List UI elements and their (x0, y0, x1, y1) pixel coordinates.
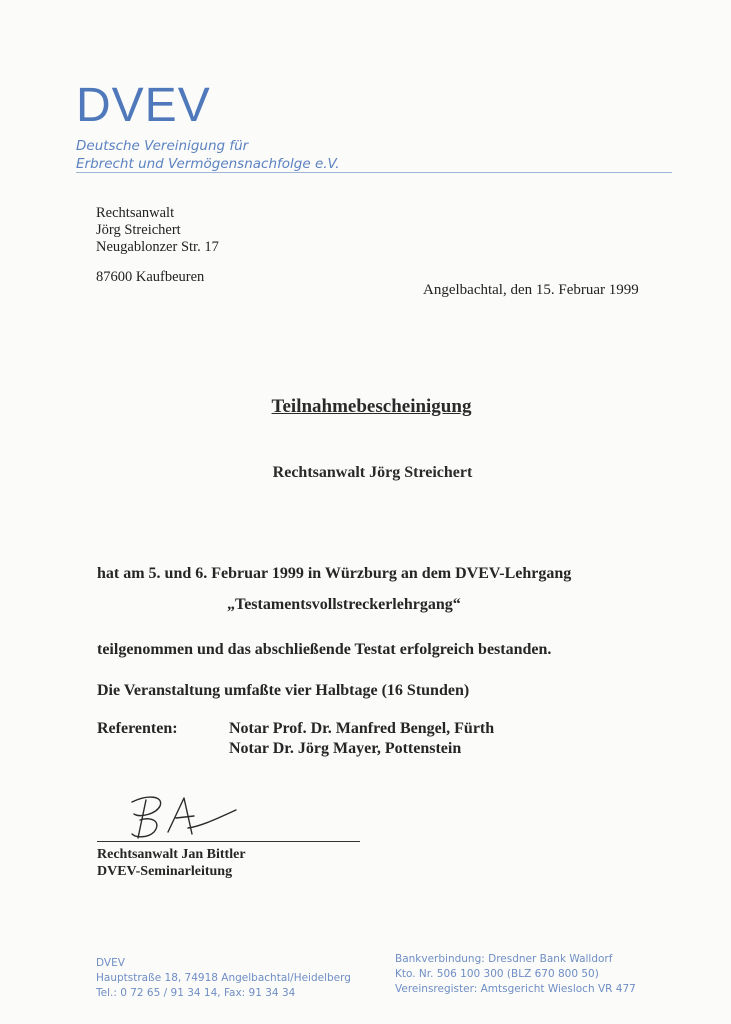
referent-1: Notar Prof. Dr. Manfred Bengel, Fürth (229, 720, 495, 737)
signer-name: Rechtsanwalt Jan Bittler (97, 847, 246, 862)
dvev-logo: DVEV (76, 79, 211, 132)
completion-statement: teilgenommen und das abschließende Testat erfolgreich bestanden. (97, 641, 552, 658)
footer-bank: Bankverbindung: Dresdner Bank Walldorf (395, 953, 613, 965)
course-name: „Testamentsvollstreckerlehrgang“ (227, 596, 461, 613)
footer-register: Vereinsregister: Amtsgericht Wiesloch VR 477 (395, 983, 636, 995)
signature-line (97, 841, 360, 842)
address-city: 87600 Kaufbeuren (96, 269, 205, 285)
footer-account: Kto. Nr. 506 100 300 (BLZ 670 800 50) (395, 968, 599, 980)
footer-address: Hauptstraße 18, 74918 Angelbachtal/Heidelberg (96, 972, 351, 984)
referents-label: Referenten: (97, 720, 178, 737)
address-street: Neugablonzer Str. 17 (96, 239, 219, 255)
footer-org: DVEV (96, 957, 125, 969)
certificate-recipient: Rechtsanwalt Jörg Streichert (272, 464, 473, 481)
address-title: Rechtsanwalt (96, 205, 175, 221)
document-title: Teilnahmebescheinigung (271, 396, 472, 417)
footer-phone: Tel.: 0 72 65 / 91 34 14, Fax: 91 34 34 (96, 987, 296, 999)
duration-statement: Die Veranstaltung umfaßte vier Halbtage (16 Stunden) (97, 682, 470, 699)
signer-role: DVEV-Seminarleitung (97, 864, 233, 879)
attendance-statement: hat am 5. und 6. Februar 1999 in Würzburg an dem DVEV-Lehrgang (97, 565, 572, 582)
address-name: Jörg Streichert (96, 222, 181, 238)
org-name-line1: Deutsche Vereinigung für (76, 138, 249, 154)
letter-date: Angelbachtal, den 15. Februar 1999 (423, 282, 639, 298)
handwritten-signature (118, 788, 248, 848)
referent-2: Notar Dr. Jörg Mayer, Pottenstein (229, 740, 462, 757)
org-name-line2: Erbrecht und Vermögensnachfolge e.V. (76, 156, 340, 172)
letterhead-rule (76, 172, 672, 173)
